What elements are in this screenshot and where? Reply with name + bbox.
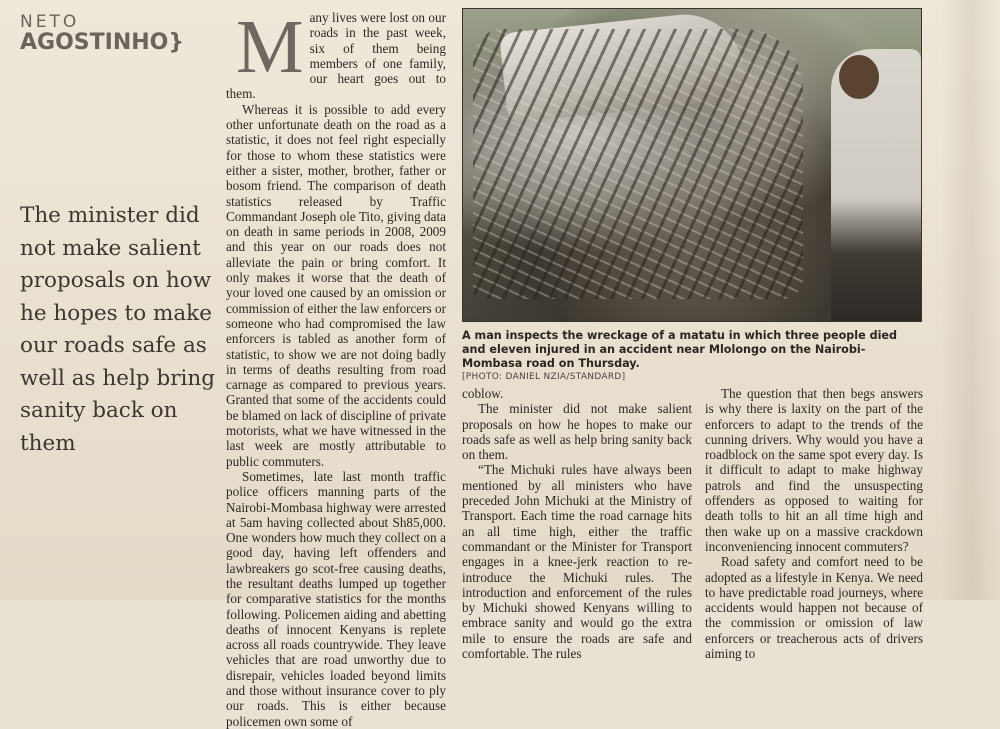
paragraph: The minister did not make salient proposals on how he hopes to make our roads safe as well as help bring sanity back on them.: [462, 401, 692, 463]
article-column-3: [705, 386, 923, 661]
paragraph: any lives were lost on our roads in the past week, six of them being members of one family, our heart goes out to them.: [226, 10, 446, 102]
paragraph: Whereas it is possible to add every other unfortunate death on the road as a statistic, it does not feel right especially for those to whom these statistics were either a sister, mother, brother, father or bosom friend. The comparison of death statistics released by Traffic Commandant Joseph ole Tito, giving data on death in same periods in 2008, 2009 and this year on our roads does not alleviate the pain or bring comfort. It only makes it worse that the death of your loved one caused by an omission or commission of either the law enforcers or someone who had compromised the law enforcers is tabled as another form of statistic, to show we are not doing badly in terms of deaths resulting from road carnage as compared to previous years. Granted that some of the accidents could be blamed on lack of discipline of private motorists, what we have witnessed in the last week are mostly attributable to public commuters.: [226, 101, 446, 469]
man-head: [839, 55, 879, 99]
author-last-name: AGOSTINHO}: [20, 30, 185, 55]
photo-credit: [PHOTO: DANIEL NZIA/STANDARD]: [462, 372, 626, 382]
accident-photo: [462, 8, 922, 322]
article-column-1: [226, 5, 446, 729]
photo-caption: [462, 329, 922, 382]
drop-cap: M: [236, 5, 304, 89]
paragraph: Sometimes, late last month traffic police officers manning parts of the Nairobi-Mombasa highway were arrested at 5am having collected about Sh85,000. One wonders how much they collect on a good day, having left offenders and lawbreakers go scot-free causing deaths, the resultant deaths lumped up together for comparative statistics for the months following. Policemen aiding and abetting deaths of innocent Kenyans is replete across all roads countrywide. They leave vehicles that are road unworthy due to disrepair, vehicles loaded beyond limits and those without insurance cover to ply our roads. This is either because policemen own some of: [226, 468, 446, 729]
paragraph: The question that then begs answers is why there is laxity on the part of the enforcers to adapt to the trends of the cunning drivers. Why would you have a roadblock on the same spot every day. Is it difficult to adapt to make highway patrols and find the unsuspecting offenders as opposed to waiting for death tolls to hit an all time high and then wake up on a massive crackdown inconveniencing innocent commuters?: [705, 386, 923, 554]
author-byline: [20, 12, 200, 55]
paragraph: Road safety and comfort need to be adopted as a lifestyle in Kenya. We need to have predictable road journeys, where accidents would happen not because of the commission or omission of law enforcers or treacherous acts of drivers aiming to: [705, 554, 923, 662]
pull-quote: The minister did not make salient proposals on how he hopes to make our roads safe as well as help bring sanity back on them: [20, 203, 215, 456]
page-fold-shadow: [940, 0, 1000, 600]
article-column-2: [462, 386, 692, 661]
paragraph: coblow.: [462, 386, 504, 401]
paragraph: “The Michuki rules have always been mentioned by all ministers who have preceded John Michuki at the Ministry of Transport. Each time the road carnage hits an all time high, either the traffic commandant or the Minister for Transport engages in a knee-jerk reaction to re-introduce the Michuki rules. The introduction and enforcement of the rules by Michuki showed Kenyans willing to embrace sanity and would go the extra mile to ensure the roads are safe and comfortable. The rules: [462, 462, 692, 662]
caption-text: A man inspects the wreckage of a matatu in which three people died and eleven injured in an accident near Mlolongo on the Nairobi-Mombasa road on Thursday.: [462, 329, 898, 370]
vehicle-wreckage: [473, 29, 803, 299]
author-first-name: NETO: [20, 12, 80, 32]
